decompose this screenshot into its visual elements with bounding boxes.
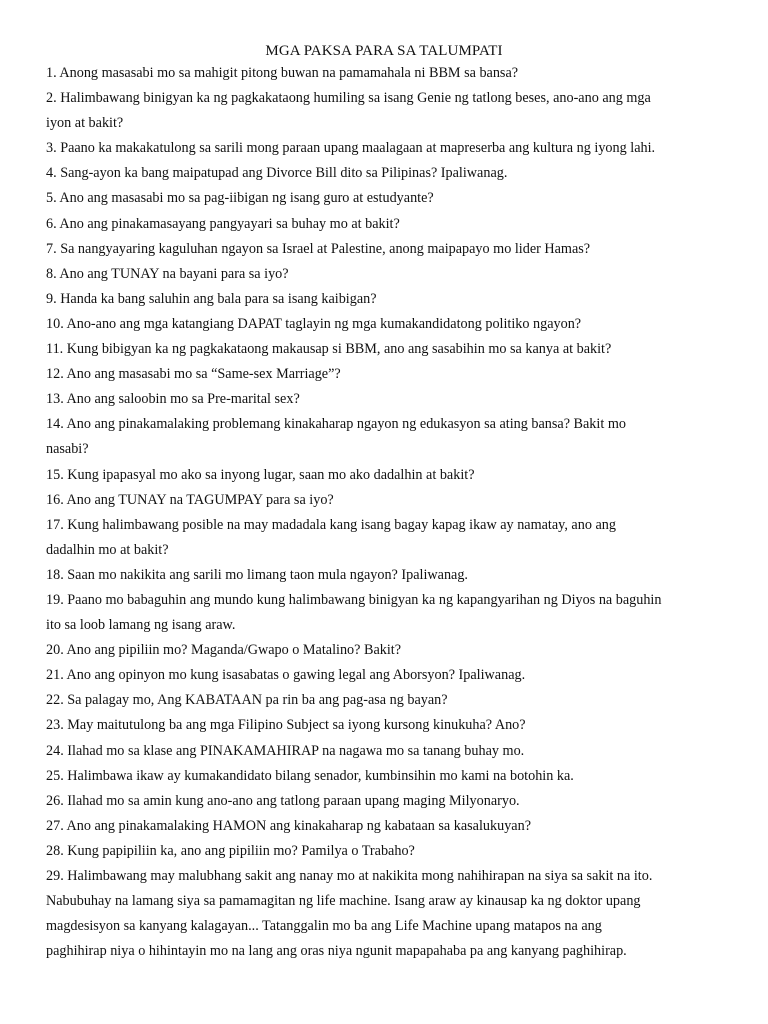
question-line: paghihirap niya o hihintayin mo na lang ang oras niya ngunit mapapahaba pa ang kanyang paghihirap. xyxy=(46,943,627,960)
question-line: 18. Saan mo nakikita ang sarili mo limang taon mula ngayon? Ipaliwanag. xyxy=(46,566,468,583)
question-line: 28. Kung papipiliin ka, ano ang pipiliin mo? Pamilya o Trabaho? xyxy=(46,842,415,859)
question-line: nasabi? xyxy=(46,441,89,458)
question-line: 15. Kung ipapasyal mo ako sa inyong lugar, saan mo ako dadalhin at bakit? xyxy=(46,466,475,483)
question-line: 4. Sang-ayon ka bang maipatupad ang Divorce Bill dito sa Pilipinas? Ipaliwanag. xyxy=(46,165,508,182)
question-item xyxy=(46,463,726,488)
question-item xyxy=(46,764,726,789)
question-item xyxy=(46,262,726,287)
question-line: 27. Ano ang pinakamalaking HAMON ang kinakaharap ng kabataan sa kasalukuyan? xyxy=(46,817,531,834)
question-line: iyon at bakit? xyxy=(46,115,124,132)
question-line: 7. Sa nangyayaring kaguluhan ngayon sa Israel at Palestine, anong maipapayo mo lider Hamas? xyxy=(46,240,591,257)
question-line: 2. Halimbawang binigyan ka ng pagkakataong humiling sa isang Genie ng tatlong beses, ano-ano ang mga xyxy=(46,90,651,107)
question-item xyxy=(46,789,726,814)
question-item xyxy=(46,287,726,312)
question-line: ito sa loob lamang ng isang araw. xyxy=(46,617,236,634)
question-item xyxy=(46,864,726,964)
question-item xyxy=(46,814,726,839)
question-line: 17. Kung halimbawang posible na may madadala kang isang bagay kapag ikaw ay namatay, ano ang xyxy=(46,516,616,533)
question-line: 26. Ilahad mo sa amin kung ano-ano ang tatlong paraan upang maging Milyonaryo. xyxy=(46,792,520,809)
question-line: Nabubuhay na lamang siya sa pamamagitan ng life machine. Isang araw ay kinausap ka ng doktor upang xyxy=(46,893,641,910)
question-line: 1. Anong masasabi mo sa mahigit pitong buwan na pamamahala ni BBM sa bansa? xyxy=(46,65,519,81)
question-item xyxy=(46,688,726,713)
question-item xyxy=(46,713,726,738)
question-item xyxy=(46,638,726,663)
question-item xyxy=(46,588,726,638)
question-item xyxy=(46,86,726,136)
question-line: dadalhin mo at bakit? xyxy=(46,541,169,558)
question-item xyxy=(46,663,726,688)
question-item xyxy=(46,488,726,513)
question-line: magdesisyon sa kanyang kalagayan... Tatanggalin mo ba ang Life Machine upang matapos na ang xyxy=(46,918,602,935)
question-line: 24. Ilahad mo sa klase ang PINAKAMAHIRAP na nagawa mo sa tanang buhay mo. xyxy=(46,742,525,759)
question-line: 5. Ano ang masasabi mo sa pag-iibigan ng isang guro at estudyante? xyxy=(46,190,434,207)
question-line: 8. Ano ang TUNAY na bayani para sa iyo? xyxy=(46,265,289,282)
question-line: 6. Ano ang pinakamasayang pangyayari sa buhay mo at bakit? xyxy=(46,215,400,232)
question-line: 21. Ano ang opinyon mo kung isasabatas o gawing legal ang Aborsyon? Ipaliwanag. xyxy=(46,667,526,684)
question-line: 23. May maitutulong ba ang mga Filipino Subject sa iyong kursong kinukuha? Ano? xyxy=(46,717,526,734)
question-list xyxy=(46,61,726,964)
question-item xyxy=(46,61,726,86)
question-line: 22. Sa palagay mo, Ang KABATAAN pa rin ba ang pag-asa ng bayan? xyxy=(46,692,448,709)
question-line: 3. Paano ka makakatulong sa sarili mong paraan upang maalagaan at mapreserba ang kultura ng iyong lahi. xyxy=(46,140,656,157)
question-line: 25. Halimbawa ikaw ay kumakandidato bilang senador, kumbinsihin mo kami na botohin ka. xyxy=(46,767,574,784)
question-line: 12. Ano ang masasabi mo sa “Same-sex Marriage”? xyxy=(46,366,341,383)
question-item xyxy=(46,312,726,337)
question-item xyxy=(46,387,726,412)
question-line: 29. Halimbawang may malubhang sakit ang nanay mo at nakikita mong nahihirapan na siya sa sakit na ito. xyxy=(46,868,653,884)
question-line: 16. Ano ang TUNAY na TAGUMPAY para sa iyo? xyxy=(46,491,334,508)
question-line: 19. Paano mo babaguhin ang mundo kung halimbawang binigyan ka ng kapangyarihan ng Diyos na baguhin xyxy=(46,591,662,608)
question-item xyxy=(46,212,726,237)
question-item xyxy=(46,337,726,362)
question-item xyxy=(46,362,726,387)
question-line: 9. Handa ka bang saluhin ang bala para sa isang kaibigan? xyxy=(46,290,377,307)
question-item xyxy=(46,739,726,764)
question-line: 10. Ano-ano ang mga katangiang DAPAT taglayin ng mga kumakandidatong politiko ngayon? xyxy=(46,315,582,332)
question-line: 13. Ano ang saloobin mo sa Pre-marital sex? xyxy=(46,391,300,408)
question-item xyxy=(46,136,726,161)
question-item xyxy=(46,237,726,262)
question-line: 20. Ano ang pipiliin mo? Maganda/Gwapo o Matalino? Bakit? xyxy=(46,642,402,659)
question-item xyxy=(46,513,726,563)
question-line: 14. Ano ang pinakamalaking problemang kinakaharap ngayon ng edukasyon sa ating bansa? Bakit mo xyxy=(46,416,626,433)
question-item xyxy=(46,563,726,588)
document-title: MGA PAKSA PARA SA TALUMPATI xyxy=(265,43,503,59)
question-line: 11. Kung bibigyan ka ng pagkakataong makausap si BBM, ano ang sasabihin mo sa kanya at bakit? xyxy=(46,341,612,358)
question-item xyxy=(46,412,726,462)
question-item xyxy=(46,161,726,186)
question-item xyxy=(46,186,726,211)
question-item xyxy=(46,839,726,864)
